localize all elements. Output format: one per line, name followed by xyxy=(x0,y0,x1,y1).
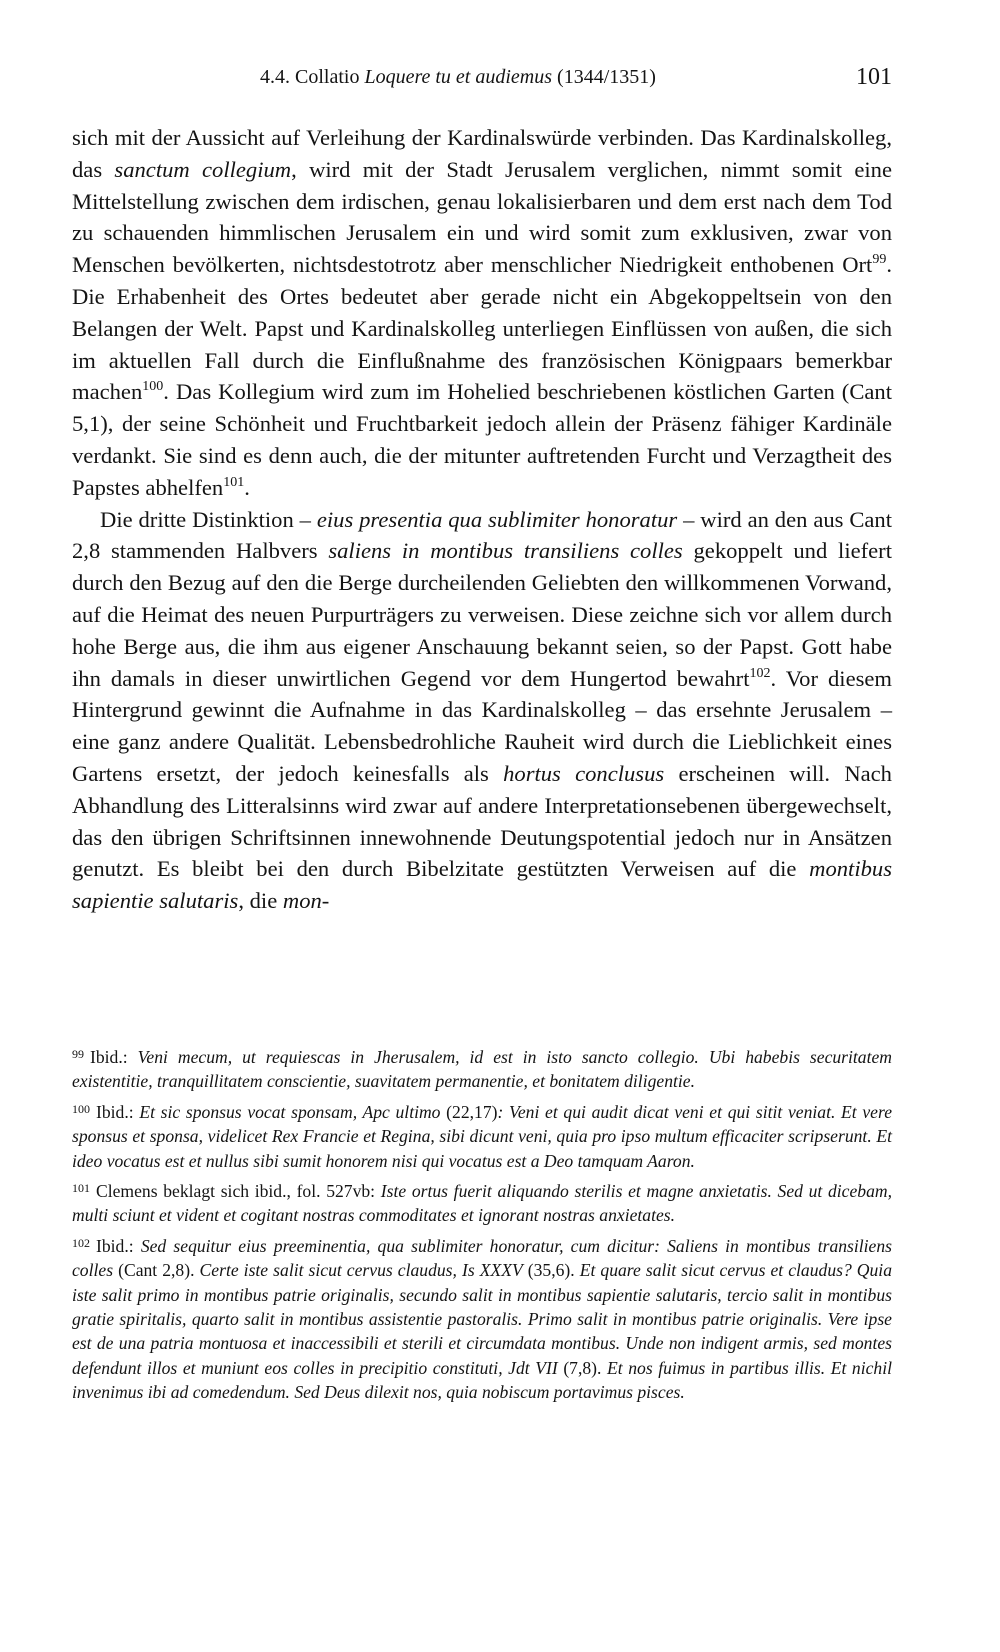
footnote-text: Clemens beklagt sich ibid., fol. 527vb: xyxy=(96,1181,381,1202)
latin-phrase: montibus sapientie salutaris xyxy=(72,856,892,914)
footnote-quote: Iste ortus fuerit aliquando sterilis et magne anxietatis. Sed ut dicebam, multi sciunt et vident et cogitant nostras commoditates et ignorant nostras anxietates. xyxy=(72,1181,892,1226)
footnote-number: 101 xyxy=(72,1181,90,1196)
text-run: gekoppelt und liefert durch den Bezug auf den die Berge durcheilenden Geliebten den willkommenen Vorwand, auf die Heimat des neuen Purpurträgers zu verweisen. Diese zeichne sich vor allem durch hohe Berge aus, die ihm aus eigener Anschauung bekannt seien, so der Papst. Gott habe ihn damals in dieser unwirtlichen Gegend vor dem Hungertod bewahrt xyxy=(72,538,892,691)
footnote-quote: Et nos fuimus in partibus illis. Et nichil invenimus ibi ad comedendum. Sed Deus dilexit nos, quia nobiscum portavimus pisces. xyxy=(72,1357,893,1403)
running-title xyxy=(260,60,656,94)
footnote-text: (Cant 2,8). xyxy=(113,1260,200,1281)
footnote-quote: Et quare salit sicut cervus et claudus? Quia iste salit primo in montibus patrie originalis, secundo salit in montibus sapientie salutaris, tercio salit in montibus gratie spiritalis, quarto salit in montibus assistentie pastoralis. Primo salit in montibus patrie originalis. Vere ipse est de una patria montuosa et inaccessibili et sterili et circumdata montibus. Unde non indigent armis, sed montes defendunt illos et muniunt eos colles in precipitio constituti, Jdt VII xyxy=(72,1260,892,1378)
footnote-ref: 101 xyxy=(223,474,245,490)
footnote-number: 102 xyxy=(72,1235,90,1250)
footnote-quote: Certe iste salit sicut cervus claudus, Is XXXV xyxy=(199,1260,523,1281)
footnote-text: (22,17) xyxy=(440,1101,498,1122)
text-run: erscheinen will. Nach Abhandlung des Litteralsinns wird zwar auf andere Interpretationsebenen übergewechselt, das den übrigen Schriftsinnen innewohnende Deutungspotential jedoch nur in Ansätzen genutzt. Es bleibt bei den durch Bibelzitate gestützten Verweisen auf die xyxy=(72,760,892,882)
running-header xyxy=(72,60,892,94)
latin-phrase: mon- xyxy=(282,888,330,914)
text-run: – wird an den aus Cant 2,8 stammenden Halbvers xyxy=(72,506,892,564)
footnote-quote: Et sic sponsus vocat sponsam, Apc ultimo xyxy=(139,1101,441,1122)
footnote-101 xyxy=(72,1176,892,1228)
footnote-text: Ibid.: xyxy=(96,1101,140,1122)
text-run: , die xyxy=(238,888,283,914)
footnotes xyxy=(72,1042,892,1408)
footnote-number: 100 xyxy=(72,1101,90,1116)
text-run: . Die Erhabenheit des Ortes bedeutet aber gerade nicht ein Abgekoppeltsein von den Belangen der Welt. Papst und Kardinalskolleg unterliegen Einflüssen von außen, die sich im aktuellen Fall durch die Einflußnahme des französischen Königpaars bemerkbar machen xyxy=(72,252,892,405)
text-run: sich mit der Aussicht auf Verleihung der Kardinalswürde verbinden. Das Kardinalskolleg, das xyxy=(72,125,892,182)
collatio-title: Loquere tu et audiemus xyxy=(364,66,553,88)
paragraph-1 xyxy=(72,122,892,504)
footnote-ref: 100 xyxy=(142,379,164,395)
footnote-102 xyxy=(72,1231,892,1405)
latin-phrase: eius presentia qua sublimiter honoratur xyxy=(316,506,678,532)
footnote-number: 99 xyxy=(72,1047,84,1061)
text-run: . Vor diesem Hintergrund gewinnt die Aufnahme in das Kardinalskolleg – das ersehnte Jerusalem – eine ganz andere Qualität. Lebensbedrohliche Rauheit wird durch die Lieblichkeit eines Gartens ersetzt, der jedoch keinesfalls als xyxy=(72,665,892,786)
text-run: . Das Kollegium wird zum im Hohelied beschriebenen köstlichen Garten (Cant 5,1), der seine Schönheit und Fruchtbarkeit jedoch allein der Präsenz fähiger Kardinäle verdankt. Sie sind es denn auch, die der mitunter auftretenden Furcht und Verzagtheit des Papstes abhelfen xyxy=(72,379,892,500)
footnote-text: (7,8). xyxy=(557,1357,608,1378)
footnote-100 xyxy=(72,1097,892,1173)
page-number: 101 xyxy=(856,64,892,90)
text-run: Die dritte Distinktion – xyxy=(100,506,317,532)
footnote-text: (35,6). xyxy=(522,1260,580,1281)
footnote-text: Ibid.: xyxy=(90,1047,138,1067)
latin-phrase: saliens in montibus transiliens colles xyxy=(328,538,683,564)
text-run: . xyxy=(244,474,250,500)
paragraph-2 xyxy=(72,504,892,917)
footnote-ref: 99 xyxy=(872,252,887,268)
text-run: , wird mit der Stadt Jerusalem verglichen, nimmt somit eine Mittelstellung zwischen dem irdischen, genau lokalisierbaren und dem erst nach dem Tod zu schauenden himmlischen Jerusalem ein und wird somit zum exklusiven, zwar von Menschen bevölkerten, nichtsdestotrotz aber menschlicher Niedrigkeit enthobenen Ort xyxy=(72,156,892,278)
latin-phrase: hortus conclusus xyxy=(503,760,665,786)
body-text xyxy=(72,122,892,917)
footnote-ref: 102 xyxy=(749,665,771,681)
latin-phrase: sanctum collegium xyxy=(114,156,292,182)
footnote-99 xyxy=(72,1042,892,1094)
footnote-text: Ibid.: xyxy=(96,1235,141,1256)
section-label: 4.4. Collatio xyxy=(260,66,360,88)
footnote-quote: Veni mecum, ut requiescas in Jherusalem, id est in isto sancto collegio. Ubi habebis securitatem existentitie, tranquillitatem conscientie, suavitatem permanentie, et bonitatem diligentie. xyxy=(72,1047,892,1092)
footnote-quote: Sed sequitur eius preeminentia, qua sublimiter honoratur, cum dicitur: Saliens in montibus transiliens colles xyxy=(72,1235,893,1281)
footnote-quote: : Veni et qui audit dicat veni et qui sitit veniat. Et vere sponsus et sponsa, videlicet Rex Francie et Regina, sibi dicunt veni, quia pro ipso multum efficaciter scripserunt. Et ideo vocatus est et nullus sibi sumit honorem nisi qui vocatus est a Deo tamquam Aaron. xyxy=(72,1101,892,1171)
collatio-years: (1344/1351) xyxy=(557,66,656,88)
